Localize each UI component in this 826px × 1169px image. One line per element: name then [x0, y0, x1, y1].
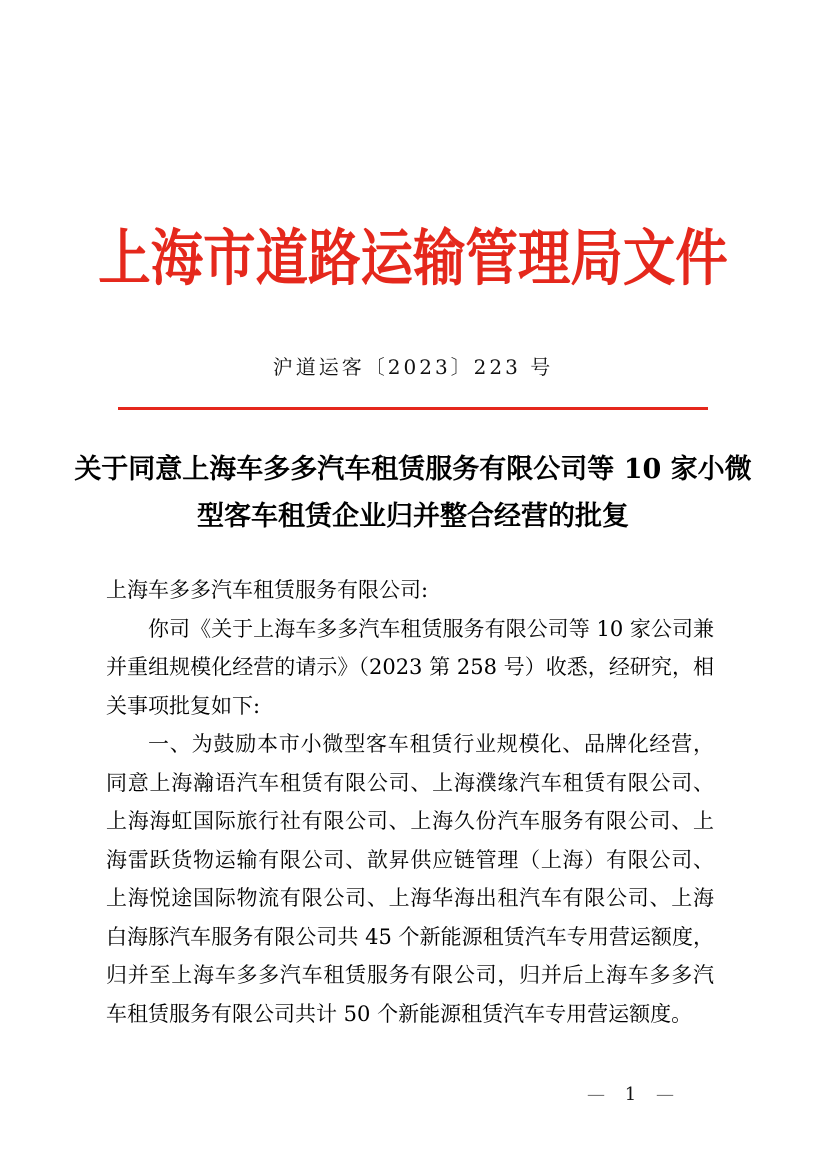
body-paragraph-2: 一、为鼓励本市小微型客车租赁行业规模化、品牌化经营，同意上海瀚语汽车租赁有限公司、上海濮缘汽车租赁有限公司、上海海虹国际旅行社有限公司、上海久份汽车服务有限公司、上海雷跃货物运输有限公司、歆昇供应链管理（上海）有限公司、上海悦途国际物流有限公司、上海华海出租汽车有限公司、上海白海豚汽车服务有限公司共 45 个新能源租赁汽车专用营运额度，归并至上海车多多汽车租赁服务有限公司，归并后上海车多多汽车租赁服务有限公司共计 50 个新能源租赁汽车专用营运额度。 — [106, 732, 714, 1026]
page-number-footer — [0, 1084, 826, 1106]
page-number-value: 1 — [624, 1084, 637, 1105]
document-body — [106, 571, 714, 1033]
page-number-group — [587, 1084, 674, 1106]
agency-letterhead-title: 上海市道路运输管理局文件 — [98, 223, 728, 294]
document-title-line-2: 型客车租赁企业归并整合经营的批复 — [197, 501, 629, 532]
page-number-left-dash: — — [587, 1084, 606, 1105]
red-divider-rule — [118, 407, 708, 410]
document-reference-number: 沪道运客〔2023〕223 号 — [272, 355, 554, 379]
document-title-line-1: 关于同意上海车多多汽车租赁服务有限公司等 10 家小微 — [74, 454, 752, 485]
document-title — [55, 446, 771, 540]
body-paragraph-1: 你司《关于上海车多多汽车租赁服务有限公司等 10 家公司兼并重组规模化经营的请示》（2023 第 258 号）收悉，经研究，相关事项批复如下: — [106, 616, 714, 718]
page-number-right-dash: — — [655, 1084, 674, 1105]
salutation-line: 上海车多多汽车租赁服务有限公司: — [106, 578, 429, 602]
